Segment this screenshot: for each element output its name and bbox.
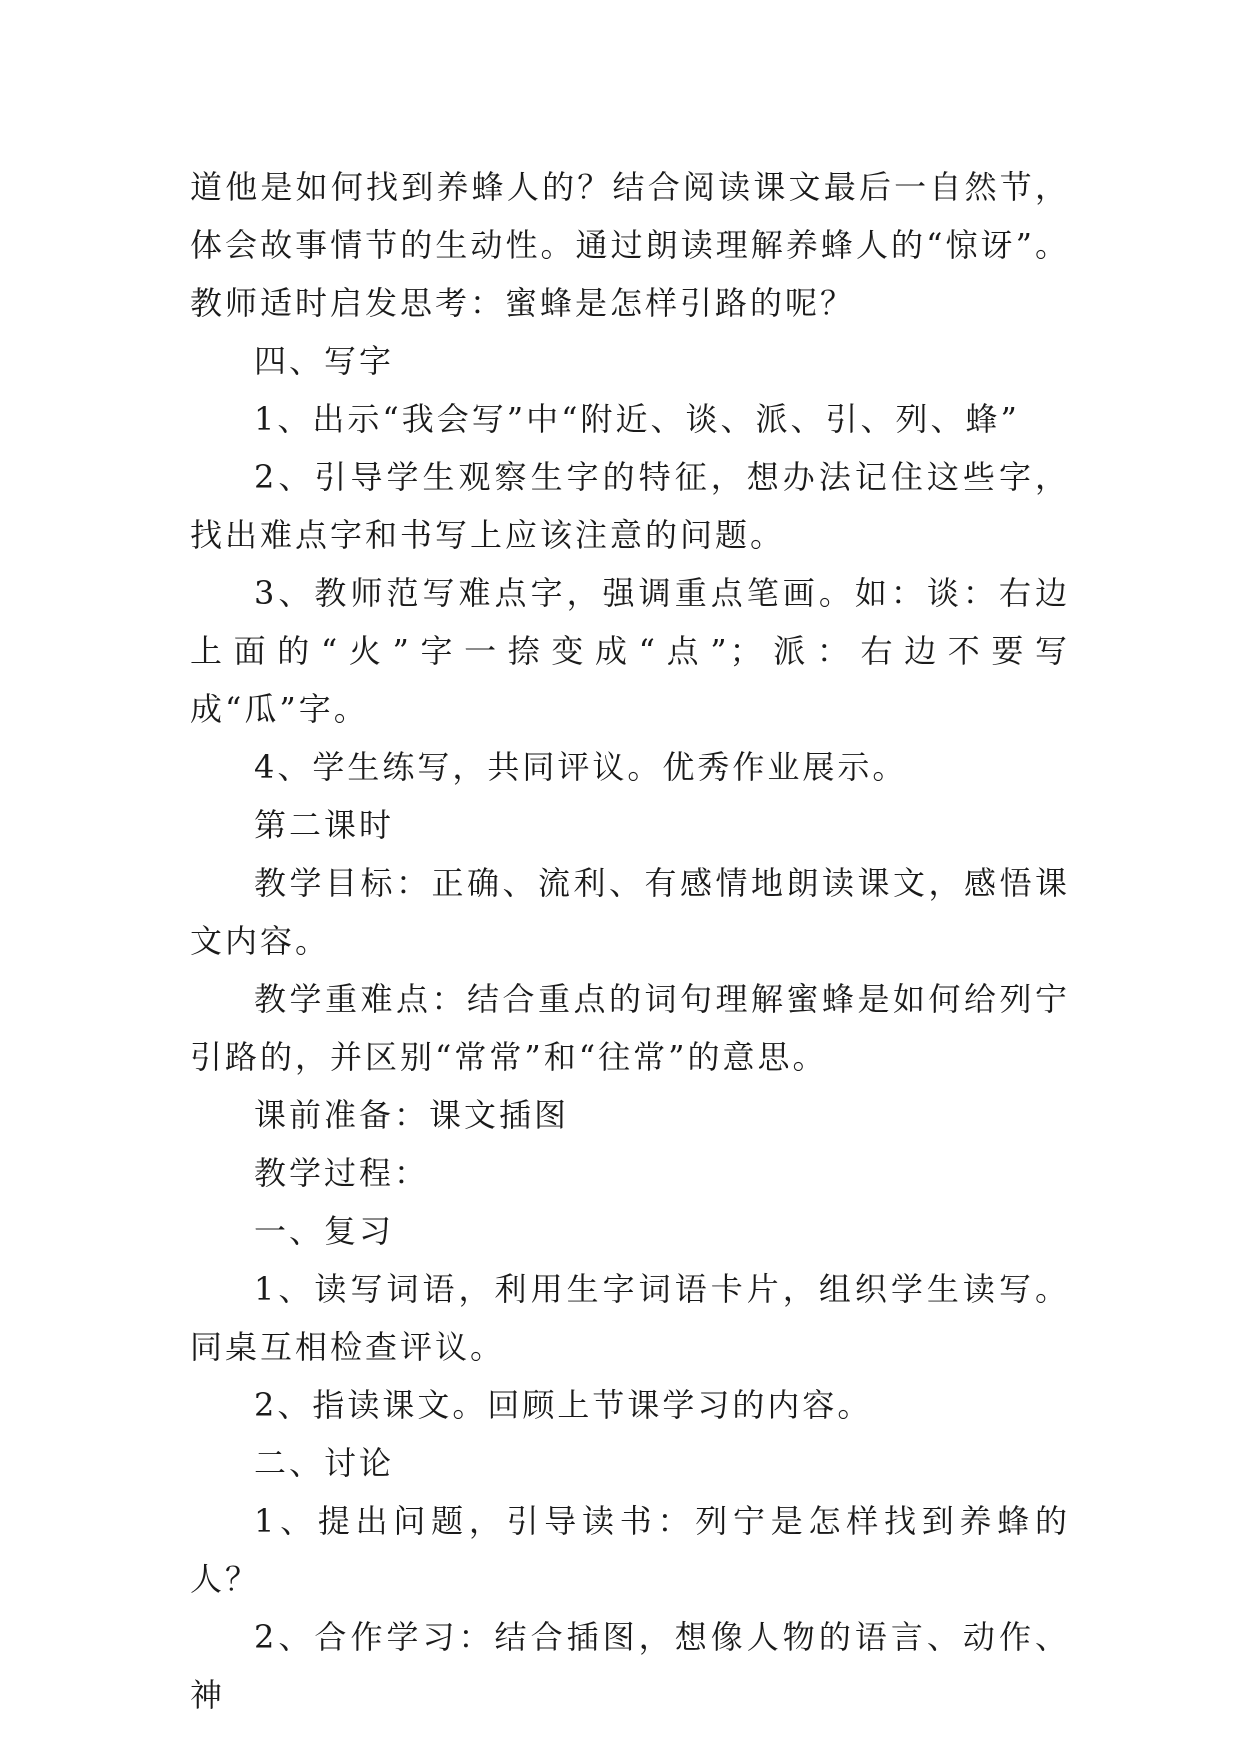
paragraph: 1、读写词语，利用生字词语卡片，组织学生读写。同桌互相检查评议。 xyxy=(190,1270,1070,1366)
section-heading: 一、复习 xyxy=(254,1212,395,1250)
paragraph: 2、指读课文。回顾上节课学习的内容。 xyxy=(254,1386,873,1424)
paragraph: 1、出示“我会写”中“附近、谈、派、引、列、蜂” xyxy=(254,400,1020,438)
paragraph: 2、引导学生观察生字的特征，想办法记住这些字，找出难点字和书写上应该注意的问题。 xyxy=(190,458,1070,554)
paragraph: 教学过程： xyxy=(254,1154,430,1192)
paragraph: 3、教师范写难点字，强调重点笔画。如：谈：右边上面的“火”字一捺变成“点”；派：右边不要写成“瓜”字。 xyxy=(190,574,1070,728)
paragraph: 教学目标：正确、流利、有感情地朗读课文，感悟课文内容。 xyxy=(190,864,1070,960)
paragraph: 道他是如何找到养蜂人的？结合阅读课文最后一自然节，体会故事情节的生动性。通过朗读理解养蜂人的“惊讶”。教师适时启发思考：蜜蜂是怎样引路的呢？ xyxy=(190,168,1070,322)
paragraph: 2、合作学习：结合插图，想像人物的语言、动作、神 xyxy=(190,1618,1070,1714)
section-heading: 二、讨论 xyxy=(254,1444,395,1482)
paragraph: 教学重难点：结合重点的词句理解蜜蜂是如何给列宁引路的，并区别“常常”和“往常”的意思。 xyxy=(190,980,1070,1076)
section-heading: 四、写字 xyxy=(254,342,395,380)
paragraph: 1、提出问题，引导读书：列宁是怎样找到养蜂的人？ xyxy=(190,1502,1070,1598)
paragraph: 4、学生练写，共同评议。优秀作业展示。 xyxy=(254,748,908,786)
document-body xyxy=(190,158,1070,1724)
section-heading: 第二课时 xyxy=(254,806,395,844)
paragraph: 课前准备：课文插图 xyxy=(254,1096,570,1134)
